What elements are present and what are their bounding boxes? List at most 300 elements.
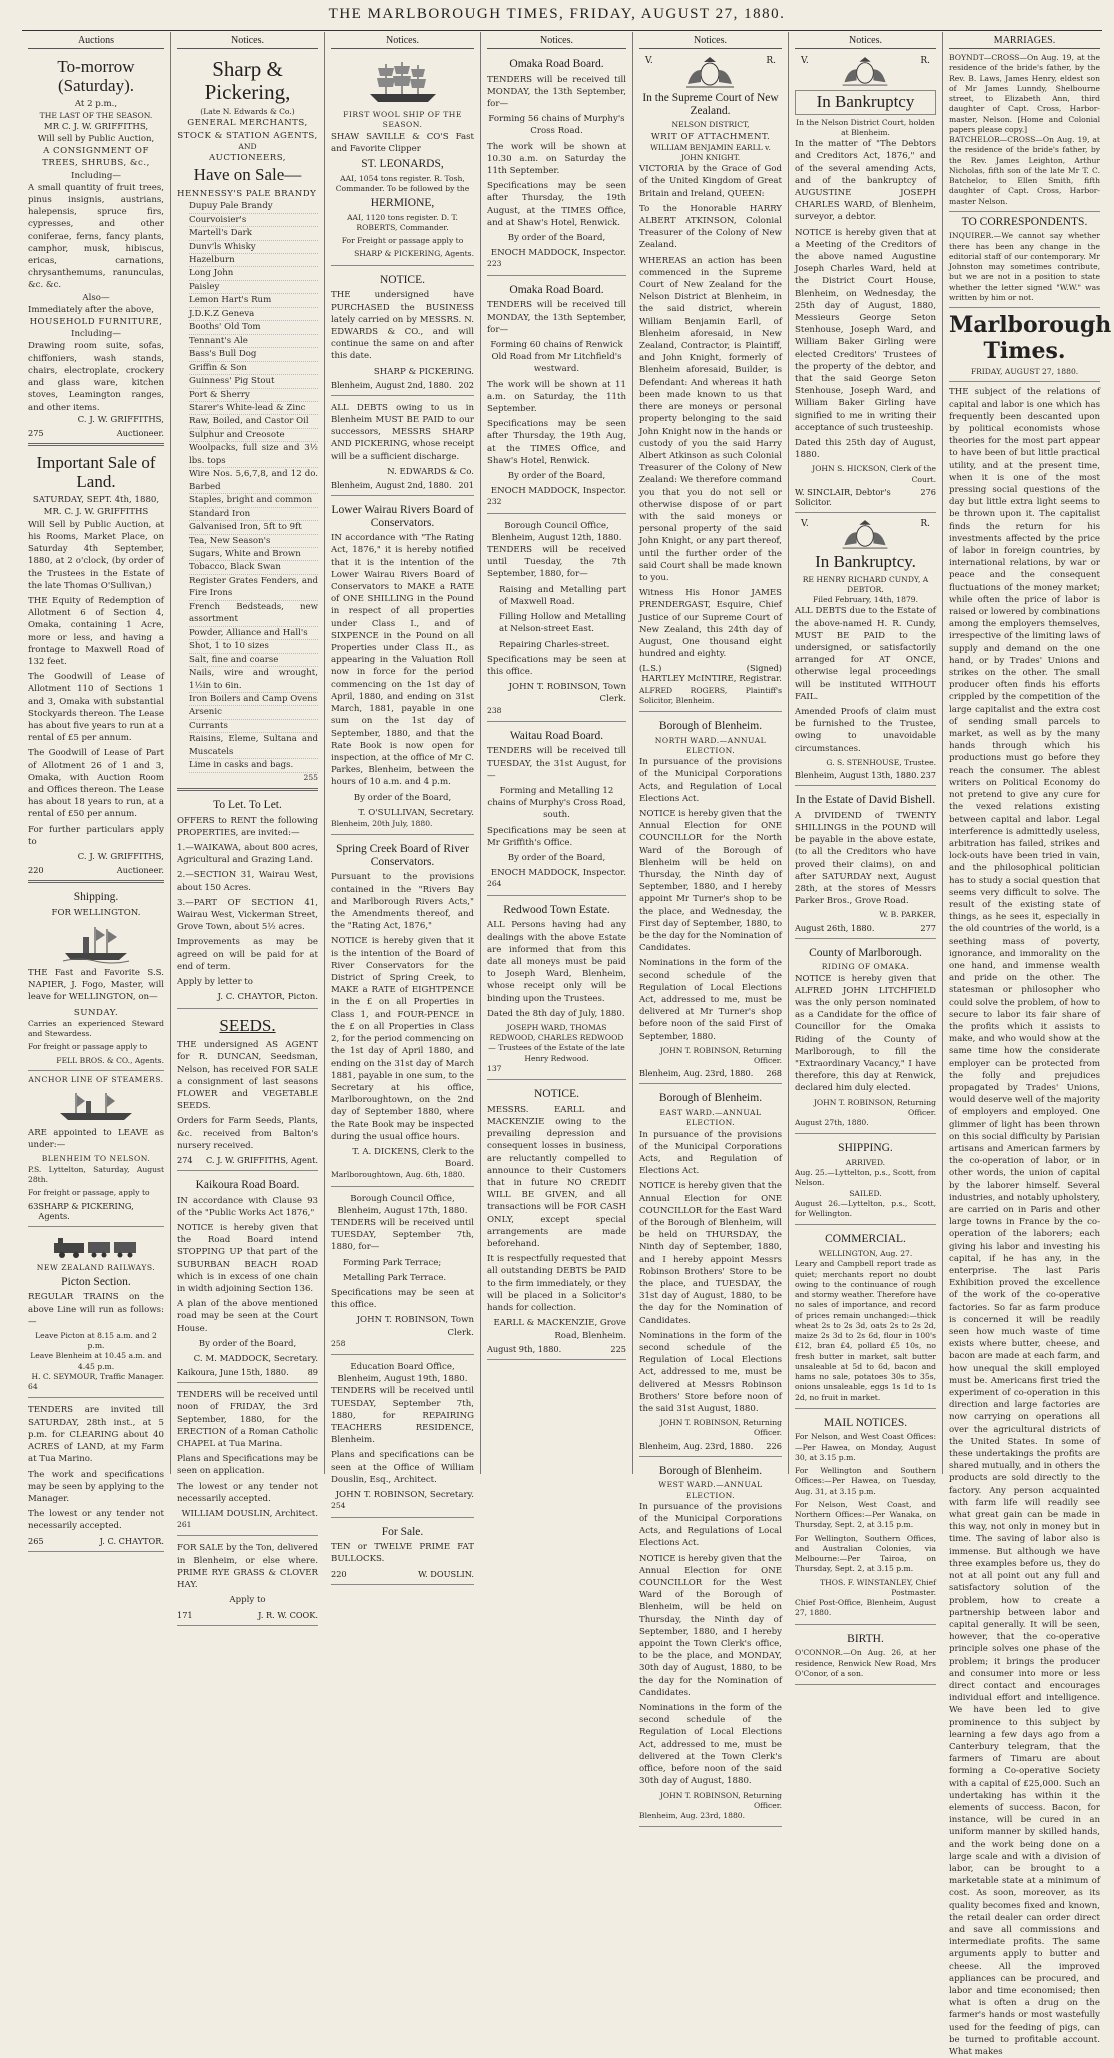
ad-signature: J. C. CHAYTOR. bbox=[99, 1535, 164, 1546]
locomotive-illustration bbox=[48, 1237, 144, 1259]
ad-line: RIDING OF OMAKA. bbox=[821, 962, 910, 972]
ad-line: WEST WARD.—ANNUAL ELECTION. bbox=[658, 1480, 763, 1500]
ad-signature: SHARP & PICKERING, Agents. bbox=[354, 249, 474, 259]
ad-text: TENDERS will be received till TUESDAY, the 31st August, for— bbox=[487, 746, 626, 781]
ad-signature: W. DOUSLIN. bbox=[418, 1568, 474, 1579]
ad-text: In pursuance of the provisions of the Municipal Corporations Acts, and Regulation of Local Elections Act. bbox=[639, 757, 782, 804]
goods-item: Dunv'ls Whisky bbox=[189, 241, 318, 254]
news-shipping bbox=[795, 1137, 936, 1225]
crest-letter: V. bbox=[801, 56, 809, 66]
ad-date: August 27th, 1880. bbox=[795, 1118, 869, 1128]
column-notices-3 bbox=[324, 32, 480, 1579]
masthead-rule bbox=[22, 30, 1102, 31]
goods-item: Sugars, White and Brown bbox=[189, 548, 318, 561]
ad-signature: JOHN T. ROBINSON, Returning Officer. bbox=[659, 1418, 782, 1438]
correspondents-text: INQUIRER.—We cannot say whether there has been any change in the editorial staff of our contemporary. Mr Johnston may sometimes contribute, but we are not in a position to state whether the letter signed "W.W." was written by him or not. bbox=[949, 231, 1100, 302]
ad-text: AAI, 1054 tons register. R. Tosh, Commander. To be followed by the bbox=[335, 173, 470, 193]
ad-text: NOTICE is hereby given that the Annual Election for ONE COUNCILLOR for the West Ward of the Borough of Blenheim, will be held on Thursday, the Ninth day of September, 1880, and I hereby appoint the Town Clerk's office, to be the place, and MONDAY, 30th day of August, 1880, to be the day for the Nomination of Candidates. bbox=[639, 1553, 782, 1698]
ad-title: Important Sale of Land. bbox=[36, 452, 156, 491]
advert-debts bbox=[331, 399, 474, 496]
ad-text: Specifications may be seen after Thursday, the 19th Aug, at the TIMES Office, and Shaw's Hotel, Renwick. bbox=[487, 419, 626, 466]
ad-line: Borough Council Office, bbox=[350, 1193, 455, 1204]
ad-number: 264 bbox=[487, 879, 502, 889]
goods-item: Staples, bright and common bbox=[189, 494, 318, 507]
ad-text: P.S. Lyttelton, Saturday, August 28th. bbox=[28, 1164, 164, 1184]
goods-item: Guinness' Pig Stout bbox=[189, 375, 318, 388]
marriages-text: BOYNDT—CROSS—On Aug. 19, at the residence of the bride's father, by the Rev. B. Laws, James Henry, eldest son of Mr James Lunndy, Shelbourne street, to Elizabeth Ann, third daughter of Capt. Cross, Harbor-master, Nelson. [Home and Colonial papers please copy.] BATCHELOR—CROSS—On Aug. 19, at the residence of the bride's father, by the Rev. James Leighton, Arthur Nicholas, fifth son of the late Mr T. C. Batchelor, to Ellen Smith, fifth daughter of Capt. Cross, Harbor-master Nelson. bbox=[949, 53, 1100, 206]
ad-number: 276 bbox=[920, 486, 936, 497]
ad-text: TENDERS will be received until TUESDAY, September 7th, 1880, for REPAIRING TEACHERS RESIDENCE, Blenheim. bbox=[331, 1386, 474, 1446]
ad-date: Marlboroughtown, Aug. 6th, 1880. bbox=[331, 1170, 465, 1180]
goods-item: Bass's Bull Dog bbox=[189, 348, 318, 361]
goods-item: Nails, wire and wrought, 1½in to 6in. bbox=[189, 667, 318, 693]
ad-text: A plan of the above mentioned road may be seen at the Court House. bbox=[177, 1299, 318, 1334]
section-heading: MAIL NOTICES. bbox=[823, 1416, 908, 1429]
ad-signature: H. C. SEYMOUR, Traffic Manager. bbox=[31, 1371, 164, 1381]
ad-title: Borough of Blenheim. bbox=[658, 720, 763, 733]
editorial-date: FRIDAY, AUGUST 27, 1880. bbox=[970, 367, 1079, 377]
ad-line: A CONSIGNMENT OF TREES, SHRUBS, &c., bbox=[42, 146, 150, 169]
tender-items bbox=[487, 584, 626, 651]
ad-line: WILLIAM BENJAMIN EARLL v. JOHN KNIGHT. bbox=[650, 142, 771, 162]
ad-text: By order of the Board, bbox=[507, 471, 606, 482]
ad-title: Lower Wairau Rivers Board of Conservators. bbox=[331, 503, 474, 529]
ad-title: Redwood Town Estate. bbox=[503, 903, 610, 916]
column-heading: Notices. bbox=[639, 32, 782, 49]
ad-date: WELLINGTON, Aug. 27. bbox=[818, 1249, 913, 1259]
ad-date: Blenheim, Aug. 23rd, 1880. bbox=[639, 1068, 754, 1079]
ad-signature: N. EDWARDS & Co. bbox=[387, 466, 474, 477]
ad-title: Picton Section. bbox=[61, 1275, 131, 1288]
ad-line: In the Nelson District Court, holden at Blenheim. bbox=[796, 117, 935, 137]
ad-text: NOTICE is hereby given that ALFRED JOHN LITCHFIELD was the only person nominated as a Candidate for the office of Councillor for the Omaka Riding of the County of Marlborough, to fill the "Extraordinary Vacancy," I have therefore, this day at Renwick, declared him duly elected. bbox=[795, 973, 936, 1094]
ad-title: In Bankruptcy bbox=[795, 90, 936, 115]
goods-list bbox=[177, 200, 318, 772]
advert-bankruptcy-ward bbox=[795, 53, 936, 513]
ad-title: To-morrow (Saturday). bbox=[57, 57, 135, 95]
ad-text: Aug. 25.—Lyttelton, p.s., Scott, from Nelson. bbox=[795, 1168, 936, 1188]
ad-signature: EARLL & MACKENZIE, Grove Road, Blenheim. bbox=[493, 1318, 626, 1341]
ad-text: Improvements as may be agreed on will be paid for at end of term. bbox=[177, 937, 318, 972]
ad-number: 258 bbox=[331, 1338, 346, 1348]
ad-text: A DIVIDEND of TWENTY SHILLINGS in the POUND will be payable in the above estate, (to all the Creditors who have proved their claims), on and after SATURDAY next, August 28th, at the stores of Messrs Parker Bros., Grove Road. bbox=[795, 810, 936, 907]
masthead: THE MARLBOROUGH TIMES, FRIDAY, AUGUST 27, 1880. bbox=[328, 6, 786, 22]
ad-number: 201 bbox=[458, 479, 474, 490]
column-notices-5 bbox=[632, 32, 788, 1820]
ad-line: FIRST WOOL SHIP OF THE SEASON. bbox=[343, 110, 462, 130]
section-heading: COMMERCIAL. bbox=[825, 1233, 906, 1246]
ad-text: TENDERS will be received till MONDAY, the 13th September, for— bbox=[487, 74, 626, 110]
ad-text: By order of the Board, bbox=[507, 853, 606, 864]
advert-supreme-court-writ bbox=[639, 53, 782, 712]
ad-line: Filed February, 14th, 1879. bbox=[812, 595, 919, 605]
ad-number: 265 bbox=[28, 1535, 44, 1546]
ad-line: NORTH WARD.—ANNUAL ELECTION. bbox=[654, 735, 767, 755]
goods-item: Wire Nos. 5,6,7,8, and 12 do. Barbed bbox=[189, 468, 318, 494]
section-heading: BIRTH. bbox=[847, 1632, 884, 1645]
advert-for-sale-bullocks bbox=[331, 1521, 474, 1585]
ad-line: SAILED. bbox=[849, 1188, 882, 1198]
ad-line: HOUSEHOLD FURNITURE, bbox=[29, 317, 163, 328]
advert-east-ward-election bbox=[639, 1087, 782, 1456]
ad-text: NOTICE is hereby given that the Annual Election for ONE COUNCILLOR for the East Ward of the Borough of Blenheim, will be held on THURSDAY, the Ninth day of September, 1880, and I hereby appoint Messrs Robinson Brothers' Store to be the place, and TUESDAY, the 31st day of August, 1880, to be the day for the Nomination of Candidates. bbox=[639, 1181, 782, 1326]
ad-text: ALL Persons having had any dealings with the above Estate are informed that from this date all moneys must be paid to Joseph Ward, Blenheim, whose receipt only will be binding upon the Trustees. bbox=[487, 920, 626, 1004]
crest-letter: R. bbox=[920, 56, 930, 66]
tender-items bbox=[331, 1257, 474, 1284]
ad-text: Nominations in the form of the second schedule of the Regulation of Local Elections Act, addressed to me, must be delivered at Mr Turner's shop before noon of the said First of September, 1880. bbox=[639, 958, 782, 1042]
ad-text: VICTORIA by the Grace of God of the United Kingdom of Great Britain and Ireland, QUEEN: bbox=[639, 164, 782, 199]
ad-number: 223 bbox=[487, 259, 502, 269]
advert-omaka-road-board-2 bbox=[487, 279, 626, 514]
advert-sharp-pickering bbox=[177, 53, 318, 791]
ad-signature: JOHN T. ROBINSON, Town Clerk. bbox=[508, 682, 626, 705]
ad-text: In pursuance of the provisions of the Municipal Corporations Acts, and Regulation of Elections Act. bbox=[639, 1129, 782, 1177]
ad-number: 232 bbox=[487, 497, 502, 507]
ad-text: By order of the Board, bbox=[507, 233, 606, 244]
ad-line: THE LAST OF THE SEASON. bbox=[39, 110, 153, 120]
goods-item: Salt, fine and coarse bbox=[189, 654, 318, 667]
ad-line: WRIT OF ATTACHMENT. bbox=[650, 131, 771, 142]
ad-date: Blenheim, August 2nd, 1880. bbox=[331, 379, 452, 390]
column-heading: Notices. bbox=[795, 32, 936, 49]
goods-item: Standard Iron bbox=[189, 508, 318, 521]
ad-line: RE HENRY RICHARD CUNDY, A DEBTOR. bbox=[802, 574, 929, 594]
ad-signature: HARTLEY McINTIRE, Registrar. bbox=[641, 674, 782, 685]
ad-number: 275 bbox=[28, 427, 44, 438]
ad-text: Specifications may be seen after Thursday, the 19th August, at the TIMES Office, and at Shaw's Hotel, Renwick. bbox=[487, 181, 626, 228]
goods-item: Raw, Boiled, and Castor Oil bbox=[189, 415, 318, 428]
ad-text: OFFERS to RENT the following PROPERTIES, are invited:— bbox=[177, 815, 318, 838]
goods-item: Register Grates Fenders, and Fire Irons bbox=[189, 575, 318, 601]
royal-crest-icon bbox=[680, 56, 740, 90]
ad-signature: C. M. MADDOCK, Secretary. bbox=[193, 1354, 318, 1364]
ad-number: 137 bbox=[487, 1063, 502, 1073]
ad-text: THE undersigned AS AGENT for R. DUNCAN, Seedsman, Nelson, has received FOR SALE a consignment of last seasons FLOWER and VEGETABLE SEEDS. bbox=[177, 1040, 318, 1112]
ad-signature: JOHN T. ROBINSON, Returning Officer. bbox=[659, 1790, 782, 1810]
goods-item: Raisins, Eleme, Sultana and Muscatels bbox=[189, 733, 318, 759]
ad-signature: JOHN S. HICKSON, Clerk of the Court. bbox=[812, 464, 936, 484]
ad-signature: ENOCH MADDOCK, Inspector. bbox=[490, 248, 626, 259]
ad-text: THE Fast and Favorite S.S. NAPIER, J. Fogo, Master, will leave for WELLINGTON, on— bbox=[28, 968, 164, 1003]
ad-date: Blenheim, August 19th, 1880. bbox=[337, 1374, 468, 1385]
advert-to-let bbox=[177, 794, 318, 1009]
ad-line: BLENHEIM TO NELSON. bbox=[41, 1154, 151, 1164]
ad-line: NEW ZEALAND RAILWAYS. bbox=[36, 1263, 156, 1273]
ad-signature: C. J. W. GRIFFITHS, bbox=[77, 851, 164, 862]
ad-number: 226 bbox=[766, 1440, 782, 1451]
ad-number: 274 bbox=[177, 1154, 193, 1165]
ad-text: THE Equity of Redemption of Allotment 6 of Section 4, Omaka, containing 1 Acre, more or less, and having a frontage to Maxwell Road of 132 feet. bbox=[28, 595, 164, 667]
ad-text: WHEREAS an action has been commenced in the Supreme Court of New Zealand for the Nelson District at Blenheim, in the said district, wherein William Benjamin Earll, of Blenheim aforesaid, in New Zealand, Contractor, is Plaintiff, and John Knight, formerly of Blenheim aforesaid, Builder, is Defendant: And whereas it hath been made known to us that there are moneys or personal property belonging to the said John Knight now in the hands or custody of you the said Harry Albert Atkinson as such Colonial Treasurer of the Colony of New Zealand: We therefore command you that you do not sell or otherwise dispose of or part with the said moneys or personal property of the said John Knight, or any part thereof, until the further order of the said Court shall be made known to you. bbox=[639, 255, 782, 583]
ad-text: TENDERS are invited till SATURDAY, 28th inst., at 5 p.m. for CLEARING about 40 ACRES of LAND, at my Farm at Tua Marino. bbox=[28, 1405, 164, 1465]
ad-number: 63 bbox=[28, 1201, 39, 1212]
ad-line: EAST WARD.—ANNUAL ELECTION. bbox=[659, 1108, 762, 1128]
ad-text: Amended Proofs of claim must be furnished to the Trustee, owing to unavoidable circumstances. bbox=[795, 707, 936, 754]
goods-item: Dupuy Pale Brandy bbox=[189, 200, 318, 213]
ad-number: 277 bbox=[920, 922, 936, 933]
ad-number: 89 bbox=[307, 1367, 318, 1378]
ad-title: Spring Creek Board of River Conservators. bbox=[336, 843, 469, 868]
ad-date: Blenheim, August 2nd, 1880. bbox=[331, 479, 452, 490]
ad-text: Witness His Honor JAMES PRENDERGAST, Esquire, Chief Justice of our Supreme Court of New Zealand, this 24th day of August, One thousand eight hundred and eighty. bbox=[639, 588, 782, 660]
ad-date: August 26th, 1880. bbox=[795, 922, 875, 933]
ad-text: The work will be shown at 11 a.m. on Saturday, the 11th September. bbox=[487, 379, 626, 414]
ad-line: SATURDAY, SEPT. 4th, 1880, bbox=[32, 495, 160, 506]
advert-seeds bbox=[177, 1012, 318, 1171]
ad-line: ARRIVED. bbox=[845, 1157, 886, 1167]
ad-signature: J. R. W. COOK. bbox=[258, 1609, 318, 1620]
news-birth bbox=[795, 1628, 936, 1685]
ad-text: ARE appointed to LEAVE as under:— bbox=[28, 1128, 164, 1151]
ad-signature: FELL BROS. & CO., Agents. bbox=[56, 1055, 164, 1065]
ad-text: 2.—SECTION 31, Wairau West, about 150 Acres. bbox=[177, 870, 318, 893]
ad-text: Pursuant to the provisions contained in the "Rivers Bay and Marlborough Rivers Acts," the Amendments thereof, and the "Rating Act, 1876," bbox=[331, 872, 474, 932]
column-notices-4 bbox=[480, 32, 632, 1474]
ad-signature: SHARP & PICKERING. bbox=[373, 366, 474, 377]
ad-text: Drawing room suite, sofas, chiffoniers, wash stands, chairs, electroplate, crockery and glass ware, kitchen stoves, Leamington ranges, and other items. bbox=[28, 341, 164, 413]
ad-line: FOR WELLINGTON. bbox=[51, 907, 141, 918]
ad-text: IN accordance with Clause 93 of the "Public Works Act 1876," bbox=[177, 1195, 318, 1218]
tender-item: Filling Hollow and Metalling at Nelson-street East. bbox=[499, 612, 626, 635]
ad-signature: JOHN T. ROBINSON, Secretary. bbox=[335, 1490, 474, 1501]
column-auctions bbox=[22, 32, 170, 1546]
ad-text: It is respectfully requested that all outstanding DEBTS be PAID to the firm immediately, or they will be placed in a Solicitor's hands for collection. bbox=[487, 1254, 626, 1314]
ad-line: Education Board Office, bbox=[350, 1362, 455, 1373]
ad-text: Nominations in the form of the second schedule of the Regulation of Local Elections Act, addressed to me, must be delivered at the Town Clerk's office, before noon of the said 30th day of August, 1880. bbox=[639, 1703, 782, 1787]
ad-signature: T. O'SULLIVAN, Secretary. bbox=[358, 807, 474, 818]
ad-text: For Wellington and Southern Offices:—Per Hawea, on Tuesday, Aug. 31, at 3.15 p.m. bbox=[795, 1466, 936, 1496]
ad-date: Blenheim, August 13th, 1880. bbox=[795, 770, 919, 781]
ad-text: TEN or TWELVE PRIME FAT BULLOCKS. bbox=[331, 1542, 474, 1565]
ad-text: In the matter of "The Debtors and Creditors Act, 1876," and of the several amending Acts, and of the bankruptcy of AUGUSTINE JOSEPH CHARLES WARD, of Blenheim, surveyor, a debtor. bbox=[795, 139, 936, 223]
ad-text: For freight or passage apply to bbox=[28, 1042, 148, 1052]
ad-line: GENERAL MERCHANTS, bbox=[187, 118, 308, 129]
ad-number: 202 bbox=[458, 379, 474, 390]
ad-title: Sharp & Pickering, bbox=[204, 57, 291, 105]
ship-name: HERMIONE, bbox=[370, 197, 435, 210]
ad-date: Blenheim, 20th July, 1880. bbox=[331, 818, 433, 828]
ad-line: Immediately after the above, bbox=[28, 304, 154, 315]
goods-item: Iron Boilers and Camp Ovens bbox=[189, 693, 318, 706]
sailing-ship-illustration bbox=[364, 60, 442, 106]
column-heading: Notices. bbox=[487, 32, 626, 49]
tender-item: Metalling Park Terrace. bbox=[343, 1272, 447, 1283]
ad-text: For Freight or passage apply to bbox=[341, 236, 464, 246]
ad-date: Blenheim, Aug. 23rd, 1880. bbox=[639, 1440, 754, 1451]
ad-text: NOTICE is hereby given that the Annual Election for ONE COUNCILLOR for the North Ward of the Borough of Blenheim will be held on Thursday, the Ninth day of September, 1880, and I hereby appoint Mr Turner's shop to be the place, and Wednesday, the First day of September, 1880, to be the day for the Nomination of Candidates. bbox=[639, 809, 782, 954]
ad-text: ALL DEBTS due to the Estate of the above-named H. R. Cundy, MUST BE PAID to the undersigned, or satisfactorily arranged for AT ONCE, otherwise legal proceedings will be instituted WITHOUT FAIL. bbox=[795, 606, 936, 702]
ad-text: The work and specifications may be seen by applying to the Manager. bbox=[28, 1469, 164, 1504]
ad-text: AAI, 1120 tons register. D. T. ROBERTS, Commander. bbox=[347, 212, 458, 232]
ad-line: Leave Blenheim at 10.45 a.m. and 4.45 p.m. bbox=[30, 1351, 162, 1371]
ad-number: 220 bbox=[28, 865, 44, 876]
goods-item: Powder, Alliance and Hall's bbox=[189, 627, 318, 640]
goods-item: Tobacco, Black Swan bbox=[189, 561, 318, 574]
goods-item: Port & Sherry bbox=[189, 389, 318, 402]
advert-shipping bbox=[28, 886, 164, 1227]
ad-number: 64 bbox=[28, 1382, 38, 1392]
tender-item: Raising and Metalling part of Maxwell Road. bbox=[499, 584, 626, 607]
ad-text: By order of the Board, bbox=[353, 792, 452, 803]
ad-date: Blenheim, August 12th, 1880. bbox=[491, 532, 622, 543]
ad-text: Forming 56 chains of Murphy's Cross Road. bbox=[488, 114, 625, 137]
ad-date: August 9th, 1880. bbox=[487, 1343, 562, 1354]
ad-text: A small quantity of fruit trees, pinus insignis, austrians, halepensis, spruce firs, cypresses, and other coniferae, ferns, fancy plants, camphor, musk, hibiscus, ericas, carnations, chrysanthemums, ranunculas, &c. &c. bbox=[28, 182, 164, 291]
column-heading: Notices. bbox=[177, 32, 318, 49]
advert-omaka-road-board-1 bbox=[487, 53, 626, 276]
goods-item: Tea, New Season's bbox=[189, 535, 318, 548]
ad-subtitle: Have on Sale— bbox=[193, 165, 302, 185]
news-mail-notices bbox=[795, 1412, 936, 1625]
ad-text: The lowest or any tender not necessarily accepted. bbox=[28, 1509, 164, 1532]
ad-line: AUCTIONEERS, bbox=[208, 153, 287, 164]
advert-chapel-tender bbox=[177, 1386, 318, 1536]
ad-text: Dated the 8th day of July, 1880. bbox=[487, 1008, 625, 1019]
section-heading: Shipping. bbox=[73, 891, 119, 904]
ad-text: ALL DEBTS owing to us in Blenheim MUST BE PAID to our successors, MESSRS SHARP AND PICKERING, whose receipt will be a sufficient discharge. bbox=[331, 402, 474, 462]
goods-item: Shot, 1 to 10 sizes bbox=[189, 640, 318, 653]
ad-signature: THOS. F. WINSTANLEY, Chief Postmaster. bbox=[820, 1577, 936, 1597]
seal-mark: (L.S.) bbox=[639, 663, 662, 674]
ad-date: Chief Post-Office, Blenheim, August 27, 1880. bbox=[795, 1598, 936, 1618]
ad-text: Plans and Specifications may be seen on application. bbox=[177, 1454, 318, 1477]
advert-hay-sale bbox=[177, 1539, 318, 1625]
ad-text: NOTICE is hereby given that the Road Board intend STOPPING UP that part of the SUBURBAN BEACH ROAD which is in excess of one chain in width adjoining Section 136. bbox=[177, 1222, 318, 1294]
ad-line: (Late N. Edwards & Co.) bbox=[200, 107, 295, 117]
goods-item: Booths' Old Tom bbox=[189, 321, 318, 334]
ad-text: Apply by letter to bbox=[177, 977, 253, 987]
ad-number: 171 bbox=[177, 1609, 193, 1620]
crest-letter: R. bbox=[766, 56, 776, 66]
advert-cash-notice bbox=[487, 1083, 626, 1360]
ad-text: Specifications may be seen at this office. bbox=[487, 654, 626, 677]
ad-title: Omaka Road Board. bbox=[509, 283, 604, 296]
crest-letter: V. bbox=[801, 518, 809, 529]
advert-education-board bbox=[331, 1358, 474, 1517]
ad-signature: W. B. PARKER, bbox=[879, 910, 936, 920]
ad-number: 238 bbox=[487, 705, 502, 715]
ad-number: 255 bbox=[303, 772, 318, 782]
column-notices-2 bbox=[170, 32, 324, 1620]
editorial-text: THE subject of the relations of capital and labor is one which has frequently been descanted upon by political economists whose theories for the most part appear to have been of but little practical utility, and at the present time, when it is one of the most pressing social questions of the day but little extra light seems to be thrown upon it. The capitalist finds the return for his investments affected by the price of labor in foreign countries, by international relations, by war or peace and the consequent fluctuations of the money market; while often the price of labor is raised or lowered by combinations among the employers themselves, irrespective of the limiting laws of supply and demand on the one hand, or by Trades' Unions and strikes on the other. The small producer often finds his efforts crippled by the competition of the large capitalist and the extra cost of sending small parcels to market, as well as by the many hands through which his productions must go before they reach the consumer. The ablest writers on Political Economy do not pretend to give any cure for the vexed relations existing between capital and labor. Legal interference is admittedly useless, arbitration has failed, strikes and lock-outs have been tried in vain, and the philosophical politician has to study a social question that seems very difficult to solve. The result of the existing state of things, as he sees it, especially in the old countries of the world, is a seething mass of poverty, ignorance, and immorality on the one hand, and immense wealth and pride on the other. The statesman or philosopher who could solve the problem, of how to secure to labor its fair share of the profits which it assists to make, and who would show at the same time how the considerate employer can be protected from the folly and prejudices propagated by Trades' Unions, would deserve well of the majority of employers and employed. One glimmer of light has been thrown on this social difficulty by Parisian artisans and American farmers by the co-operation of labor, or in other words, the union of capital by the laborer himself. Several industries, and notably upholstery, are carried on in Paris and other large towns in France by the co-operation of the laborers; each giving his labor and investing his capital, if he has any, in the enterprise. The last Paris Exhibition proved the excellence of the work of the co-operative factories. So far as farm produce is concerned it will be readily seen how much waste of time exists where butter, cheese, and bacon are made at each farm, and how unequal the skill employed must be. Americans first tried the experiment of co-operation in this direction and large factories are now carrying on operations all over the agricultural districts of the United States. In some of these undertakings the profits are shared mutually, and in others the products are sold directly to the factory. Any person acquainted with farm life will readily see what great gain can be made in this way, not only in money but in time. The saving of labor also is immense. But although we have three examples before us, they do not at all point out any full and satisfactory solution of the problem, how to create a partnership between labor and capital generally. It will be seen, however, that the co-operative principle solves one phase of the problem; it brings the producer and consumer into more or less direct contact and encourages individual effort and intelligence. We have been led to give prominence to this subject by learning a few days ago from a Canterbury telegram, that the farmers of Timaru are about forming a Co-operative Society with a capital of £25,000. Such an undertaking has within it the elements of success. Bacon, for instance, will be cured in an uniform manner by skilled hands, and the work being done on a large scale and with a division of labor, can be brought to a marketable state at a minimum of cost. As soon, moreover, as its quality becomes fixed and known, the retail dealer can order direct and save all commissions and intermediate profits. The same arguments apply to butter and cheese. All the improved appliances can be procured, and labor and time economised; then what is often a drug on the farmer's hands or most wastefully used for the feeding of pigs, can be turned to profitable account. What makes bbox=[949, 387, 1101, 2058]
ad-text: Apply to bbox=[229, 1595, 266, 1606]
ad-line: SUNDAY. bbox=[73, 1007, 119, 1018]
advert-sale-trees bbox=[28, 53, 164, 446]
column-heading: Auctions bbox=[28, 32, 164, 49]
goods-item: Martell's Dark bbox=[189, 227, 318, 240]
ad-line: STOCK & STATION AGENTS, bbox=[177, 130, 318, 141]
ad-text: IN accordance with "The Rating Act, 1876," it is hereby notified that it is the intention of the Lower Wairau Rivers Board of Conservators to MAKE a RATE of ONE SHILLING in the Pound in respect of all properties under Class I., and of SIXPENCE in the Pound on all Properties under Class II., as appearing in the Valuation Roll now in force for the period commencing on the 1st day of April, 1880, and ending on 31st March, 1881, payable in one sum on the 1st day of September, 1880, and that the Rate Book is now open for inspection, at the office of Mr C. Parkes, Blenheim, between the hours of 10 a.m. and 4 p.m. bbox=[331, 533, 474, 788]
goods-item: Lime in casks and bags. bbox=[189, 759, 318, 772]
ad-title: To Let. To Let. bbox=[213, 798, 282, 811]
goods-item: Lemon Hart's Rum bbox=[189, 294, 318, 307]
ad-line: MR C. J. W. GRIFFITHS, bbox=[43, 121, 149, 132]
ad-signature: T. A. DICKENS, Clerk to the Board. bbox=[352, 1146, 474, 1170]
ad-text: THE undersigned have PURCHASED the BUSINESS lately carried on by MESSRS. N. EDWARDS & CO., and will continue the same on and after this date. bbox=[331, 290, 474, 362]
advert-north-ward-election bbox=[639, 715, 782, 1084]
goods-item: Currants bbox=[189, 720, 318, 733]
ad-title: Kaikoura Road Board. bbox=[195, 1178, 300, 1191]
ad-text: O'CONNOR.—On Aug. 26, at her residence, Renwick New Road, Mrs O'Conor, of a son. bbox=[795, 1648, 936, 1678]
ad-text: FOR SALE by the Ton, delivered in Blenheim, or else where. PRIME RYE GRASS & CLOVER HAY. bbox=[177, 1543, 318, 1591]
ad-line: Leave Picton at 8.15 a.m. and 2 p.m. bbox=[35, 1330, 157, 1351]
ad-text: Dated this 25th day of August, 1880. bbox=[795, 438, 936, 461]
ad-text: Orders for Farm Seeds, Plants, &c. received from Balton's nursery received. bbox=[177, 1116, 318, 1151]
ad-date: Kaikoura, June 15th, 1880. bbox=[177, 1367, 289, 1378]
advert-kaikoura-road-board bbox=[177, 1174, 318, 1383]
ad-line: MR. C. J. W. GRIFFITHS bbox=[43, 507, 149, 518]
ad-title: Borough of Blenheim. bbox=[658, 1464, 763, 1477]
ad-number: 220 bbox=[331, 1568, 347, 1579]
ad-signature: J. C. CHAYTOR, Picton. bbox=[217, 992, 318, 1003]
advert-county-marlborough bbox=[795, 942, 936, 1135]
ad-text: Carries an experienced Steward and Stewardess. bbox=[28, 1018, 164, 1039]
ad-text: For Wellington, Southern Offices, and Australian Colonies, via Melbourne:—Per Tairoa, on Thursday, Sept. 2, at 3.15 p.m. bbox=[795, 1533, 936, 1574]
ad-signature: JOSEPH WARD, THOMAS REDWOOD, CHARLES REDWOOD — Trustees of the Estate of the late Henry Redwood. bbox=[488, 1022, 625, 1063]
ad-text: For Nelson, West Coast, and Northern Offices:—Per Wanaka, on Thursday, Sept. 2, at 3.15 p.m. bbox=[795, 1499, 936, 1530]
ad-signature: ENOCH MADDOCK, Inspector. bbox=[490, 486, 626, 497]
ad-line: HENNESSY'S PALE BRANDY bbox=[177, 188, 317, 199]
crest-letter: V. bbox=[645, 56, 653, 66]
goods-item: Griffin & Son bbox=[189, 362, 318, 375]
ad-text: Plans and specifications can be seen at the Office of William Douslin, Esq., Architect. bbox=[331, 1450, 474, 1485]
ad-title: In Bankruptcy. bbox=[815, 551, 916, 571]
advert-lower-wairau bbox=[331, 499, 474, 835]
ad-line: ANCHOR LINE OF STEAMERS. bbox=[28, 1074, 164, 1084]
ad-text: August 26.—Lyttelton, p.s., Scott, for Wellington. bbox=[795, 1198, 936, 1219]
ad-text: TENDERS will be received until TUESDAY, September 7th, 1880, for— bbox=[331, 1217, 474, 1253]
ad-line: AND bbox=[238, 141, 257, 151]
ad-signature: W. SINCLAIR, Debtor's Solicitor. bbox=[795, 486, 891, 507]
ad-signature: G. S. STENHOUSE, Trustee. bbox=[826, 757, 936, 767]
goods-item: Woolpacks, full size and 3½ lbs. tops bbox=[189, 442, 318, 468]
advert-waitau-road-board bbox=[487, 725, 626, 896]
ad-line: (Signed) bbox=[746, 663, 782, 674]
ad-role: Auctioneer. bbox=[116, 427, 164, 438]
advert-bishell-estate bbox=[795, 789, 936, 939]
ship-name: ST. LEONARDS, bbox=[361, 157, 444, 170]
ad-text: TENDERS will be received till MONDAY, the 13th September, for— bbox=[487, 300, 626, 335]
goods-item: Tennant's Ale bbox=[189, 335, 318, 348]
steamer-illustration bbox=[56, 1089, 136, 1123]
column-heading: MARRIAGES. bbox=[949, 32, 1100, 49]
goods-item: Long John bbox=[189, 267, 318, 280]
ad-text: REGULAR TRAINS on the above Line will run as follows:— bbox=[28, 1292, 164, 1327]
ad-line: At 2 p.m., bbox=[74, 99, 118, 110]
ad-text: 1.—WAIKAWA, about 800 acres, Agricultural and Grazing Land. bbox=[177, 842, 318, 866]
ad-text: TENDERS will be received until Tuesday, the 7th September, 1880, for— bbox=[487, 545, 626, 580]
ad-text: The Goodwill of Lease of Part of Allotment 26 of 1 and 3, Omaka, with Auction Room and Offices thereon. The Lease has about 18 years to run, at a rental of £50 per annum. bbox=[28, 748, 164, 820]
ad-date: Blenheim, August 17th, 1880. bbox=[337, 1205, 468, 1216]
advert-spring-creek bbox=[331, 838, 474, 1186]
ad-title: SEEDS. bbox=[219, 1016, 276, 1036]
ad-text: Specifications may be seen at Mr Griffith's Office. bbox=[487, 825, 626, 848]
ad-line: Also— bbox=[82, 292, 110, 303]
ad-signature: C. J. W. GRIFFITHS, bbox=[77, 414, 164, 425]
ad-title: NOTICE. bbox=[533, 1088, 580, 1101]
royal-crest-icon bbox=[837, 519, 893, 551]
news-commercial bbox=[795, 1228, 936, 1408]
advert-bankruptcy-cundy bbox=[795, 516, 936, 786]
ad-title: County of Marlborough. bbox=[809, 946, 922, 959]
ad-text: The lowest or any tender not necessarily accepted. bbox=[177, 1481, 318, 1504]
goods-item: Galvanised Iron, 5ft to 9ft bbox=[189, 521, 318, 534]
advert-west-ward-election bbox=[639, 1460, 782, 1828]
ad-title: Borough of Blenheim. bbox=[658, 1092, 763, 1105]
ad-title: In the Estate of David Bishell. bbox=[795, 794, 936, 807]
goods-item: Hazelburn bbox=[189, 254, 318, 267]
tender-item: Forming Park Terrace; bbox=[343, 1257, 442, 1268]
